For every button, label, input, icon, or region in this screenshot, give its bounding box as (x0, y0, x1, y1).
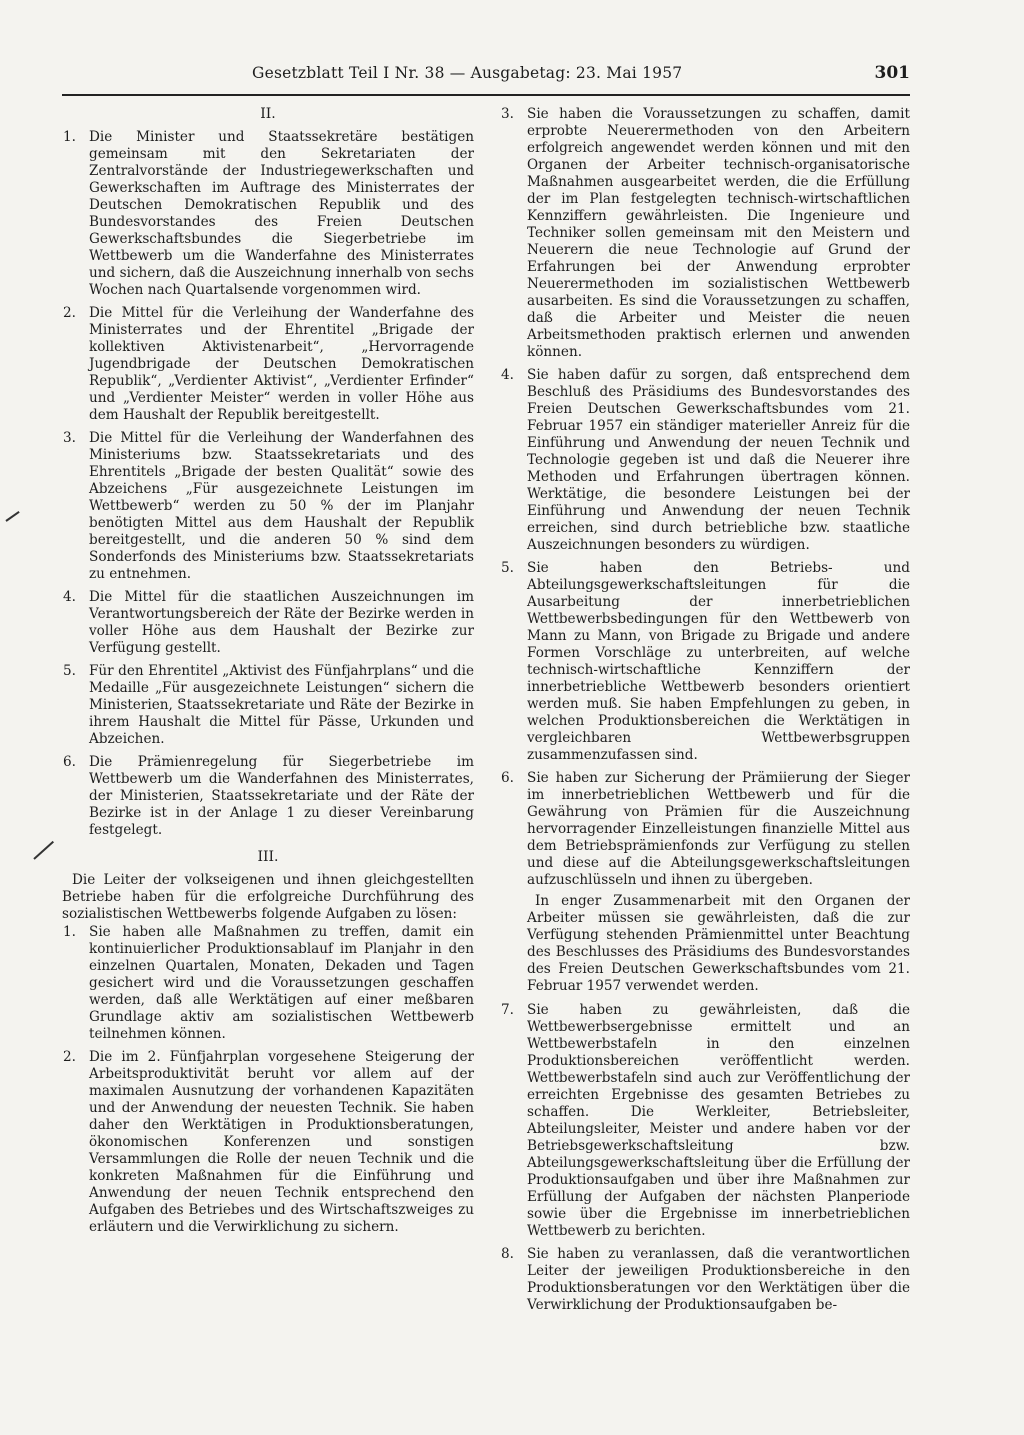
right-column (500, 106, 910, 1320)
list-item (62, 754, 474, 839)
item-text: Die Mittel für die staatlichen Auszeichnungen im Verantwortungsbereich der Räte der Bezirke werden in voller Höhe aus dem Haushalt der Bezirke zur Verfügung gestellt. (89, 589, 474, 656)
item-number: 3. (63, 430, 76, 446)
item-number: 2. (63, 305, 76, 321)
list-item (62, 129, 474, 299)
item-number: 2. (63, 1049, 76, 1065)
item-number: 1. (63, 924, 76, 940)
item-continuation-paragraph: In enger Zusammenarbeit mit den Organen der Arbeiter müssen sie gewährleisten, daß die zur Verfügung stehenden Prämienmittel unter Beachtung des Beschlusses des Präsidiums des Bundesvorstandes des Freien Deutschen Gewerkschaftsbundes vom 21. Februar 1957 verwendet werden. (527, 893, 910, 994)
section-intro: Die Leiter der volkseigenen und ihnen gleichgestellten Betriebe haben für die erfolgreiche Durchführung des sozialistischen Wettbewerbs folgende Aufgaben zu lösen: (62, 872, 474, 922)
list-item (62, 305, 474, 424)
page-number: 301 (874, 63, 910, 83)
item-number: 4. (501, 367, 514, 383)
item-text: Sie haben zur Sicherung der Prämiierung der Sieger im innerbetrieblichen Wettbewerb und für die Gewährung von Prämien für die Auszeichnung hervorragender Einzelleistungen finanzielle Mittel aus dem Betriebsprämienfonds zur Verfügung zu stellen und diese auf die Abteilungsgewerkschaftsleitungen aufzuschlüsseln und ihnen zu übergeben. (527, 770, 910, 888)
item-number: 7. (501, 1002, 514, 1018)
section-heading-ii: II. (260, 106, 276, 122)
section-heading-iii: III. (257, 849, 279, 865)
item-text: Die Mittel für die Verleihung der Wanderfahnen des Ministeriums bzw. Staatssekretariats und des Ehrentitels „Brigade der besten Qualität“ sowie des Abzeichens „Für ausgezeichnete Leistungen im Wettbewerb“ werden zu 50 % der im Planjahr benötigten Mittel aus dem Haushalt der Republik bereitgestellt, und die anderen 50 % sind dem Sonderfonds des Ministeriums bzw. Staatssekretariats zu entnehmen. (89, 430, 474, 582)
item-number: 4. (63, 589, 76, 605)
item-text: Die Mittel für die Verleihung der Wanderfahne des Ministerrates und der Ehrentitel „Brigade der kollektiven Aktivistenarbeit“, „Hervorragende Jugendbrigade der Deutschen Demokratischen Republik“, „Verdienter Aktivist“, „Verdienter Erfinder“ und „Verdienter Meister“ werden in voller Höhe aus dem Haushalt der Republik bereitgestellt. (89, 305, 474, 423)
item-number: 3. (501, 106, 514, 122)
margin-pen-mark (5, 511, 19, 522)
list-item (62, 1049, 474, 1236)
item-number: 5. (63, 663, 76, 679)
list-item (500, 106, 910, 361)
list-item (500, 1002, 910, 1240)
list-item (500, 367, 910, 554)
list-item (62, 924, 474, 1043)
item-text: Sie haben zu veranlassen, daß die verantwortlichen Leiter der jeweiligen Produktionsbereiche in den Produktionsberatungen vor den Werktätigen über die Verwirklichung der Produktionsaufgaben be- (527, 1246, 910, 1313)
left-column (62, 106, 474, 1242)
item-text: Sie haben die Voraussetzungen zu schaffen, damit erprobte Neuerermethoden von den Arbeitern erfolgreich angewendet werden können und mit den Organen der Arbeiter technisch-organisatorische Maßnahmen ausgearbeitet werden, die die Erfüllung der im Plan festgelegten technisch-wirtschaftlichen Kennziffern gewährleisten. Die Ingenieure und Techniker sollen gemeinsam mit den Meistern und Neuerern die neue Technologie auf Grund der Erfahrungen bei der Anwendung erprobter Neuerermethoden im sozialistischen Wettbewerb ausarbeiten. Es sind die Voraussetzungen zu schaffen, daß die Arbeiter und Meister die neuen Arbeitsmethoden praktisch erlernen und anwenden können. (527, 106, 910, 360)
item-number: 8. (501, 1246, 514, 1262)
item-text: Die im 2. Fünfjahrplan vorgesehene Steigerung der Arbeitsproduktivität beruht vor allem auf der maximalen Ausnutzung der vorhandenen Kapazitäten und der Anwendung der neuesten Technik. Sie haben daher den Werktätigen in Produktionsberatungen, ökonomischen Konferenzen und sonstigen Versammlungen die Rolle der neuen Technik und die konkreten Maßnahmen für die Einführung und Anwendung der neuen Technik entsprechend den Aufgaben des Betriebes und des Wirtschaftszweiges zu erläutern und die Verwirklichung zu sichern. (89, 1049, 474, 1235)
item-text: Sie haben den Betriebs- und Abteilungsgewerkschaftsleitungen für die Ausarbeitung der innerbetrieblichen Wettbewerbsbedingungen für den Wettbewerb von Mann zu Mann, von Brigade zu Brigade und andere Formen Vorschläge zu unterbreiten, auf welche technisch-wirtschaftliche Kennziffern der innerbetriebliche Wettbewerb besonders orientiert werden muß. Sie haben Empfehlungen zu geben, in welchen Produktionsbereichen die Werktätigen in vergleichbaren Wettbewerbsgruppen zusammenzufassen sind. (527, 560, 910, 763)
item-number: 6. (501, 770, 514, 786)
item-text: Sie haben dafür zu sorgen, daß entsprechend dem Beschluß des Präsidiums des Bundesvorstandes des Freien Deutschen Gewerkschaftsbundes vom 21. Februar 1957 ein ständiger materieller Anreiz für die Einführung und Anwendung der neuen Technik und Technologie gegeben ist und daß die Neuerer ihre Methoden und Erfahrungen übertragen können. Werktätige, die besondere Leistungen bei der Einführung und Anwendung der neuen Technik erreichen, sind durch betriebliche bzw. staatliche Auszeichnungen besonders zu würdigen. (527, 367, 910, 553)
page-header (62, 62, 910, 96)
list-item (62, 430, 474, 583)
item-number: 6. (63, 754, 76, 770)
list-item (500, 1246, 910, 1314)
list-item (500, 770, 910, 889)
item-text: Sie haben zu gewährleisten, daß die Wettbewerbsergebnisse ermittelt und an Wettbewerbstafeln in den einzelnen Produktionsbereichen veröffentlicht werden. Wettbewerbstafeln sind auch zur Veröffentlichung der erreichten Ergebnisse des gesamten Betriebes zu schaffen. Die Werkleiter, Betriebsleiter, Abteilungsleiter, Meister und andere haben vor der Betriebsgewerkschaftsleitung bzw. Abteilungsgewerkschaftsleitung über die Erfüllung der Produktionsaufgaben und über ihre Maßnahmen zur Erfüllung der Aufgaben der nächsten Planperiode sowie über die Ergebnisse im innerbetrieblichen Wettbewerb zu berichten. (527, 1002, 910, 1239)
item-text: Für den Ehrentitel „Aktivist des Fünfjahrplans“ und die Medaille „Für ausgezeichnete Leistungen“ sichern die Ministerien, Staatssekretariate und Räte der Bezirke in ihrem Haushalt die Mittel für Pässe, Urkunden und Abzeichen. (89, 663, 474, 747)
margin-pen-mark (33, 841, 54, 860)
item-number: 5. (501, 560, 514, 576)
item-text: Die Prämienregelung für Siegerbetriebe im Wettbewerb um die Wanderfahnen des Ministerrates, der Ministerien, Staatssekretariate und der Räte der Bezirke ist in der Anlage 1 zu dieser Vereinbarung festgelegt. (89, 754, 474, 838)
item-number: 1. (63, 129, 76, 145)
list-item (62, 663, 474, 748)
item-text: Die Minister und Staatssekretäre bestätigen gemeinsam mit den Sekretariaten der Zentralvorstände der Industriegewerkschaften und Gewerkschaften im Auftrage des Ministerrates der Deutschen Demokratischen Republik und des Bundesvorstandes des Freien Deutschen Gewerkschaftsbundes die Siegerbetriebe im Wettbewerb um die Wanderfahne des Ministerrates und sichern, daß die Auszeichnung innerhalb von sechs Wochen nach Quartalsende vorgenommen wird. (89, 129, 474, 298)
header-title: Gesetzblatt Teil I Nr. 38 — Ausgabetag: 23. Mai 1957 (252, 64, 683, 82)
list-item (500, 560, 910, 764)
item-text: Sie haben alle Maßnahmen zu treffen, damit ein kontinuierlicher Produktionsablauf im Planjahr in den einzelnen Quartalen, Monaten, Dekaden und Tagen gesichert wird und die Voraussetzungen geschaffen werden, daß alle Werktätigen auf einer meßbaren Grundlage aktiv am sozialistischen Wettbewerb teilnehmen können. (89, 924, 474, 1042)
list-item (62, 589, 474, 657)
